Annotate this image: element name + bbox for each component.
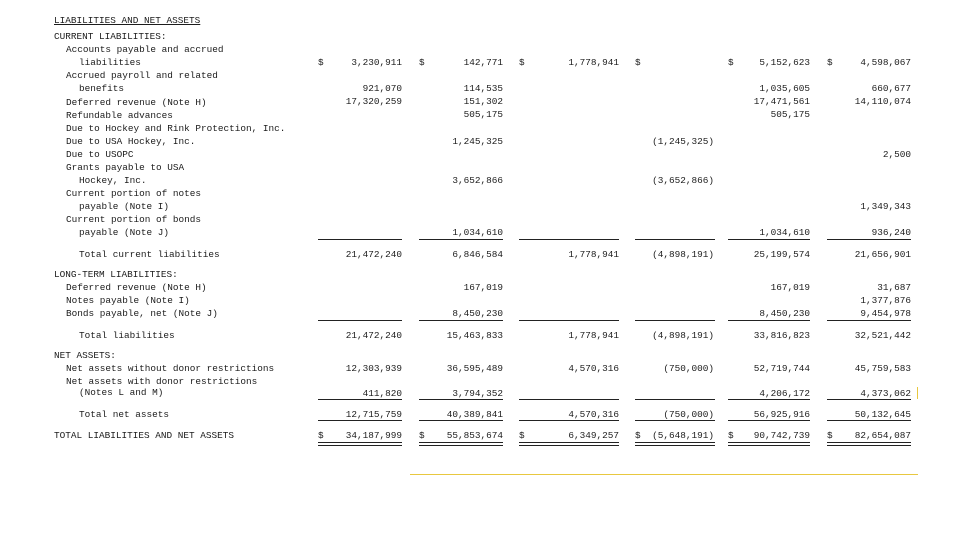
cell: 9,454,978 — [860, 308, 911, 319]
dollar-sign: $ — [728, 430, 734, 441]
double-divider — [318, 442, 402, 446]
cell: 151,302 — [463, 96, 503, 107]
grants-payable-label-2: Hockey, Inc. — [79, 175, 147, 186]
current-bonds-label-1: Current portion of bonds — [66, 214, 202, 225]
cell: 21,656,901 — [854, 249, 911, 260]
cell: 4,373,062 — [860, 388, 911, 399]
divider — [827, 239, 911, 240]
double-divider — [827, 442, 911, 446]
section-heading: LIABILITIES AND NET ASSETS — [54, 15, 201, 26]
cell: 34,187,999 — [345, 430, 402, 441]
divider — [728, 399, 810, 400]
cell: 3,652,866 — [452, 175, 503, 186]
divider — [635, 420, 715, 421]
dollar-sign: $ — [318, 430, 324, 441]
dollar-sign: $ — [519, 57, 525, 68]
double-divider — [519, 442, 619, 446]
cell: 1,778,941 — [568, 330, 619, 341]
cell: 55,853,674 — [446, 430, 503, 441]
net-assets-without-label: Net assets without donor restrictions — [66, 363, 275, 374]
total-liabilities-label: Total liabilities — [79, 330, 175, 341]
cell: 2,500 — [882, 149, 911, 160]
cell: 17,320,259 — [345, 96, 402, 107]
divider — [728, 239, 810, 240]
divider — [728, 320, 810, 321]
highlight-line — [410, 474, 918, 475]
divider — [827, 320, 911, 321]
dollar-sign: $ — [419, 430, 425, 441]
cell: 4,598,067 — [860, 57, 911, 68]
cell: (4,898,191) — [652, 249, 714, 260]
current-notes-label-2: payable (Note I) — [79, 201, 170, 212]
cell: (750,000) — [663, 363, 714, 374]
divider — [419, 239, 503, 240]
cell: 1,034,610 — [759, 227, 810, 238]
notes-payable-label: Notes payable (Note I) — [66, 295, 190, 306]
dollar-sign: $ — [318, 57, 324, 68]
cell: 56,925,916 — [753, 409, 810, 420]
due-hockey-rink-label: Due to Hockey and Rink Protection, Inc. — [66, 123, 286, 134]
total-current-liabilities-label: Total current liabilities — [79, 249, 220, 260]
cell: 12,715,759 — [345, 409, 402, 420]
net-assets-with-label-1: Net assets with donor restrictions — [66, 376, 258, 387]
dollar-sign: $ — [827, 57, 833, 68]
cell: 505,175 — [770, 109, 810, 120]
divider — [635, 320, 715, 321]
cell: 12,303,939 — [345, 363, 402, 374]
cell: 25,199,574 — [753, 249, 810, 260]
double-divider — [635, 442, 715, 446]
refundable-advances-label: Refundable advances — [66, 110, 173, 121]
double-divider — [419, 442, 503, 446]
dollar-sign: $ — [728, 57, 734, 68]
divider — [519, 420, 619, 421]
cell: 82,654,087 — [854, 430, 911, 441]
divider — [635, 399, 715, 400]
cell: 1,245,325 — [452, 136, 503, 147]
cell: 8,450,230 — [452, 308, 503, 319]
cell: 1,349,343 — [860, 201, 911, 212]
cell: 1,778,941 — [568, 249, 619, 260]
divider — [635, 239, 715, 240]
dollar-sign: $ — [419, 57, 425, 68]
due-usa-hockey-label: Due to USA Hockey, Inc. — [66, 136, 196, 147]
divider — [318, 320, 402, 321]
cell: 3,230,911 — [351, 57, 402, 68]
net-assets-with-label-2: (Notes L and M) — [79, 387, 164, 398]
cell: 14,110,074 — [854, 96, 911, 107]
cell: 33,816,823 — [753, 330, 810, 341]
cell: (4,898,191) — [652, 330, 714, 341]
cell: 40,389,841 — [446, 409, 503, 420]
grants-payable-label-1: Grants payable to USA — [66, 162, 185, 173]
cell: 21,472,240 — [345, 330, 402, 341]
cell: 142,771 — [463, 57, 503, 68]
current-bonds-label-2: payable (Note J) — [79, 227, 170, 238]
cell: 36,595,489 — [446, 363, 503, 374]
divider — [519, 399, 619, 400]
deferred-revenue-label: Deferred revenue (Note H) — [66, 97, 207, 108]
due-usopc-label: Due to USOPC — [66, 149, 134, 160]
cell: 32,521,442 — [854, 330, 911, 341]
cell: 505,175 — [463, 109, 503, 120]
divider — [419, 320, 503, 321]
accrued-payroll-label-2: benefits — [79, 83, 125, 94]
divider — [318, 239, 402, 240]
current-notes-label-1: Current portion of notes — [66, 188, 202, 199]
net-assets-header: NET ASSETS: — [54, 350, 116, 361]
cell: 1,035,605 — [759, 83, 810, 94]
cell: 411,820 — [362, 388, 402, 399]
cell: 114,535 — [463, 83, 503, 94]
divider — [827, 420, 911, 421]
cell: 31,687 — [877, 282, 911, 293]
dollar-sign: $ — [827, 430, 833, 441]
cell: (750,000) — [663, 409, 714, 420]
cell: 6,349,257 — [568, 430, 619, 441]
cell: 8,450,230 — [759, 308, 810, 319]
grand-total-label: TOTAL LIABILITIES AND NET ASSETS — [54, 430, 235, 441]
cell: (3,652,866) — [652, 175, 714, 186]
cell: 15,463,833 — [446, 330, 503, 341]
cell: 921,070 — [362, 83, 402, 94]
cell: 50,132,645 — [854, 409, 911, 420]
cell: 4,206,172 — [759, 388, 810, 399]
accounts-payable-label-2: liabilities — [79, 57, 141, 68]
accounts-payable-label-1: Accounts payable and accrued — [66, 44, 224, 55]
divider — [419, 399, 503, 400]
cell: 1,377,876 — [860, 295, 911, 306]
cell: 5,152,623 — [759, 57, 810, 68]
cell: 4,570,316 — [568, 409, 619, 420]
current-liabilities-header: CURRENT LIABILITIES: — [54, 31, 167, 42]
bonds-payable-label: Bonds payable, net (Note J) — [66, 308, 218, 319]
cell: 167,019 — [770, 282, 810, 293]
divider — [519, 239, 619, 240]
cell: 936,240 — [871, 227, 911, 238]
divider — [728, 420, 810, 421]
divider — [318, 399, 402, 400]
total-net-assets-label: Total net assets — [79, 409, 170, 420]
cell: 21,472,240 — [345, 249, 402, 260]
cell: 4,570,316 — [568, 363, 619, 374]
lt-deferred-revenue-label: Deferred revenue (Note H) — [66, 282, 207, 293]
cell: 45,759,583 — [854, 363, 911, 374]
divider — [419, 420, 503, 421]
divider — [519, 320, 619, 321]
divider — [827, 399, 911, 400]
long-term-liabilities-header: LONG-TERM LIABILITIES: — [54, 269, 178, 280]
cell: 6,846,584 — [452, 249, 503, 260]
cell: 3,794,352 — [452, 388, 503, 399]
cell: 1,778,941 — [568, 57, 619, 68]
divider — [318, 420, 402, 421]
cell: (1,245,325) — [652, 136, 714, 147]
cursor-marker — [917, 387, 918, 399]
cell: 1,034,610 — [452, 227, 503, 238]
cell: (5,648,191) — [652, 430, 714, 441]
double-divider — [728, 442, 810, 446]
dollar-sign: $ — [519, 430, 525, 441]
cell: 660,677 — [871, 83, 911, 94]
cell: 52,719,744 — [753, 363, 810, 374]
cell: 17,471,561 — [753, 96, 810, 107]
cell: 90,742,739 — [753, 430, 810, 441]
dollar-sign: $ — [635, 430, 641, 441]
dollar-sign: $ — [635, 57, 641, 68]
cell: 167,019 — [463, 282, 503, 293]
accrued-payroll-label-1: Accrued payroll and related — [66, 70, 218, 81]
